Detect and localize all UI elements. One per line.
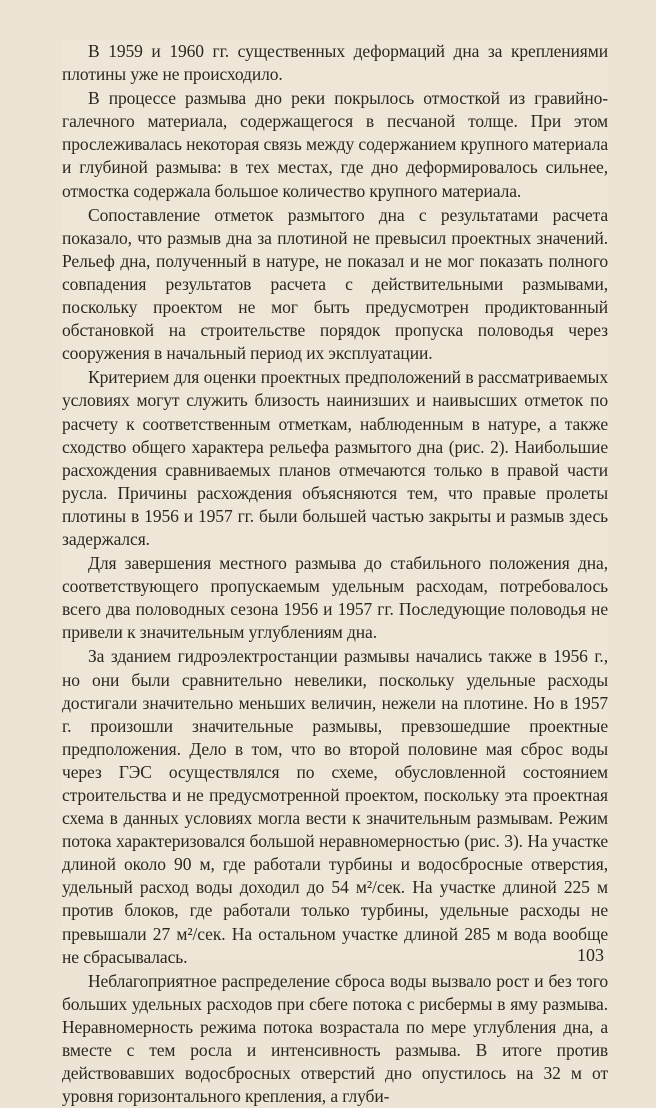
paragraph-7: Неблагоприятное распределение сброса воды вызвало рост и без того больших удельных расходов при сбеге потока с рисбермы в яму размыва. Неравномерность режима потока возрастала по мере углубления дна, а вместе с тем росла и интенсивность размыва. В итоге против действовавших водосбросных отверстий дно опустилось на 32 м от уровня горизонтального крепления, а глуби-: [62, 970, 608, 1107]
paragraph-1: В 1959 и 1960 гг. существенных деформаций дна за креплениями плотины уже не происходило.: [62, 41, 608, 85]
paragraph-6: За зданием гидроэлектростанции размывы начались также в 1956 г., но они были сравнительно невелики, поскольку удельные расходы достигали значительно меньших величин, нежели на плотине. Но в 1957 г. произошли значительные размывы, превзошедшие проектные предположения. Дело в том, что во второй половине мая сброс воды через ГЭС осуществлялся по схеме, обусловленной состоянием строительства и не предусмотренной проектом, поскольку эта проектная схема в данных условиях могла вести к значительным размывам. Режим потока характеризовался большой неравномерностью (рис. 3). На участке длиной около 90 м, где работали турбины и водосбросные отверстия, удельный расход воды доходил до 54 м²/сек. На участке длиной 225 м против блоков, где работали только турбины, удельные расходы не превышали 27 м²/сек. На остальном участке длиной 285 м вода вообще не сбрасывалась.: [62, 646, 608, 967]
paragraph-3: Сопоставление отметок размытого дна с результатами расчета показало, что размыв дна за плотиной не превысил проектных значений. Рельеф дна, полученный в натуре, не показал и не мог показать полного совпадения результатов расчета с действительными размывами, поскольку проектом не мог быть предусмотрен продиктованный обстановкой на строительстве порядок пропуска половодья через сооружения в начальный период их эксплуатации.: [62, 204, 608, 364]
page-number: 103: [577, 945, 604, 965]
paragraph-2: В процессе размыва дно реки покрылось отмосткой из гравийно-галечного материала, содержащегося в песчаной толще. При этом прослеживалась некоторая связь между содержанием крупного материала и глубиной размыва: в тех местах, где дно деформировалось сильнее, отмостка содержала большое количество крупного материала.: [62, 88, 608, 201]
paragraph-5: Для завершения местного размыва до стабильного положения дна, соответствующего пропускаемым удельным расходам, потребовалось всего два половодных сезона 1956 и 1957 гг. Последующие половодья не привели к значительным углублениям дна.: [62, 553, 608, 643]
body-text: [62, 40, 608, 1108]
paragraph-4: Критерием для оценки проектных предположений в рассматриваемых условиях могут служить близость наинизших и наивысших отметок по расчету к соответственным отметкам, наблюденным в натуре, а также сходство общего характера рельефа размытого дна (рис. 2). Наибольшие расхождения сравниваемых планов отмечаются только в правой части русла. Причины расхождения объясняются тем, что правые пролеты плотины в 1956 и 1957 гг. были большей частью закрыты и размыв здесь задержался.: [62, 367, 608, 549]
book-page: [62, 40, 608, 1107]
